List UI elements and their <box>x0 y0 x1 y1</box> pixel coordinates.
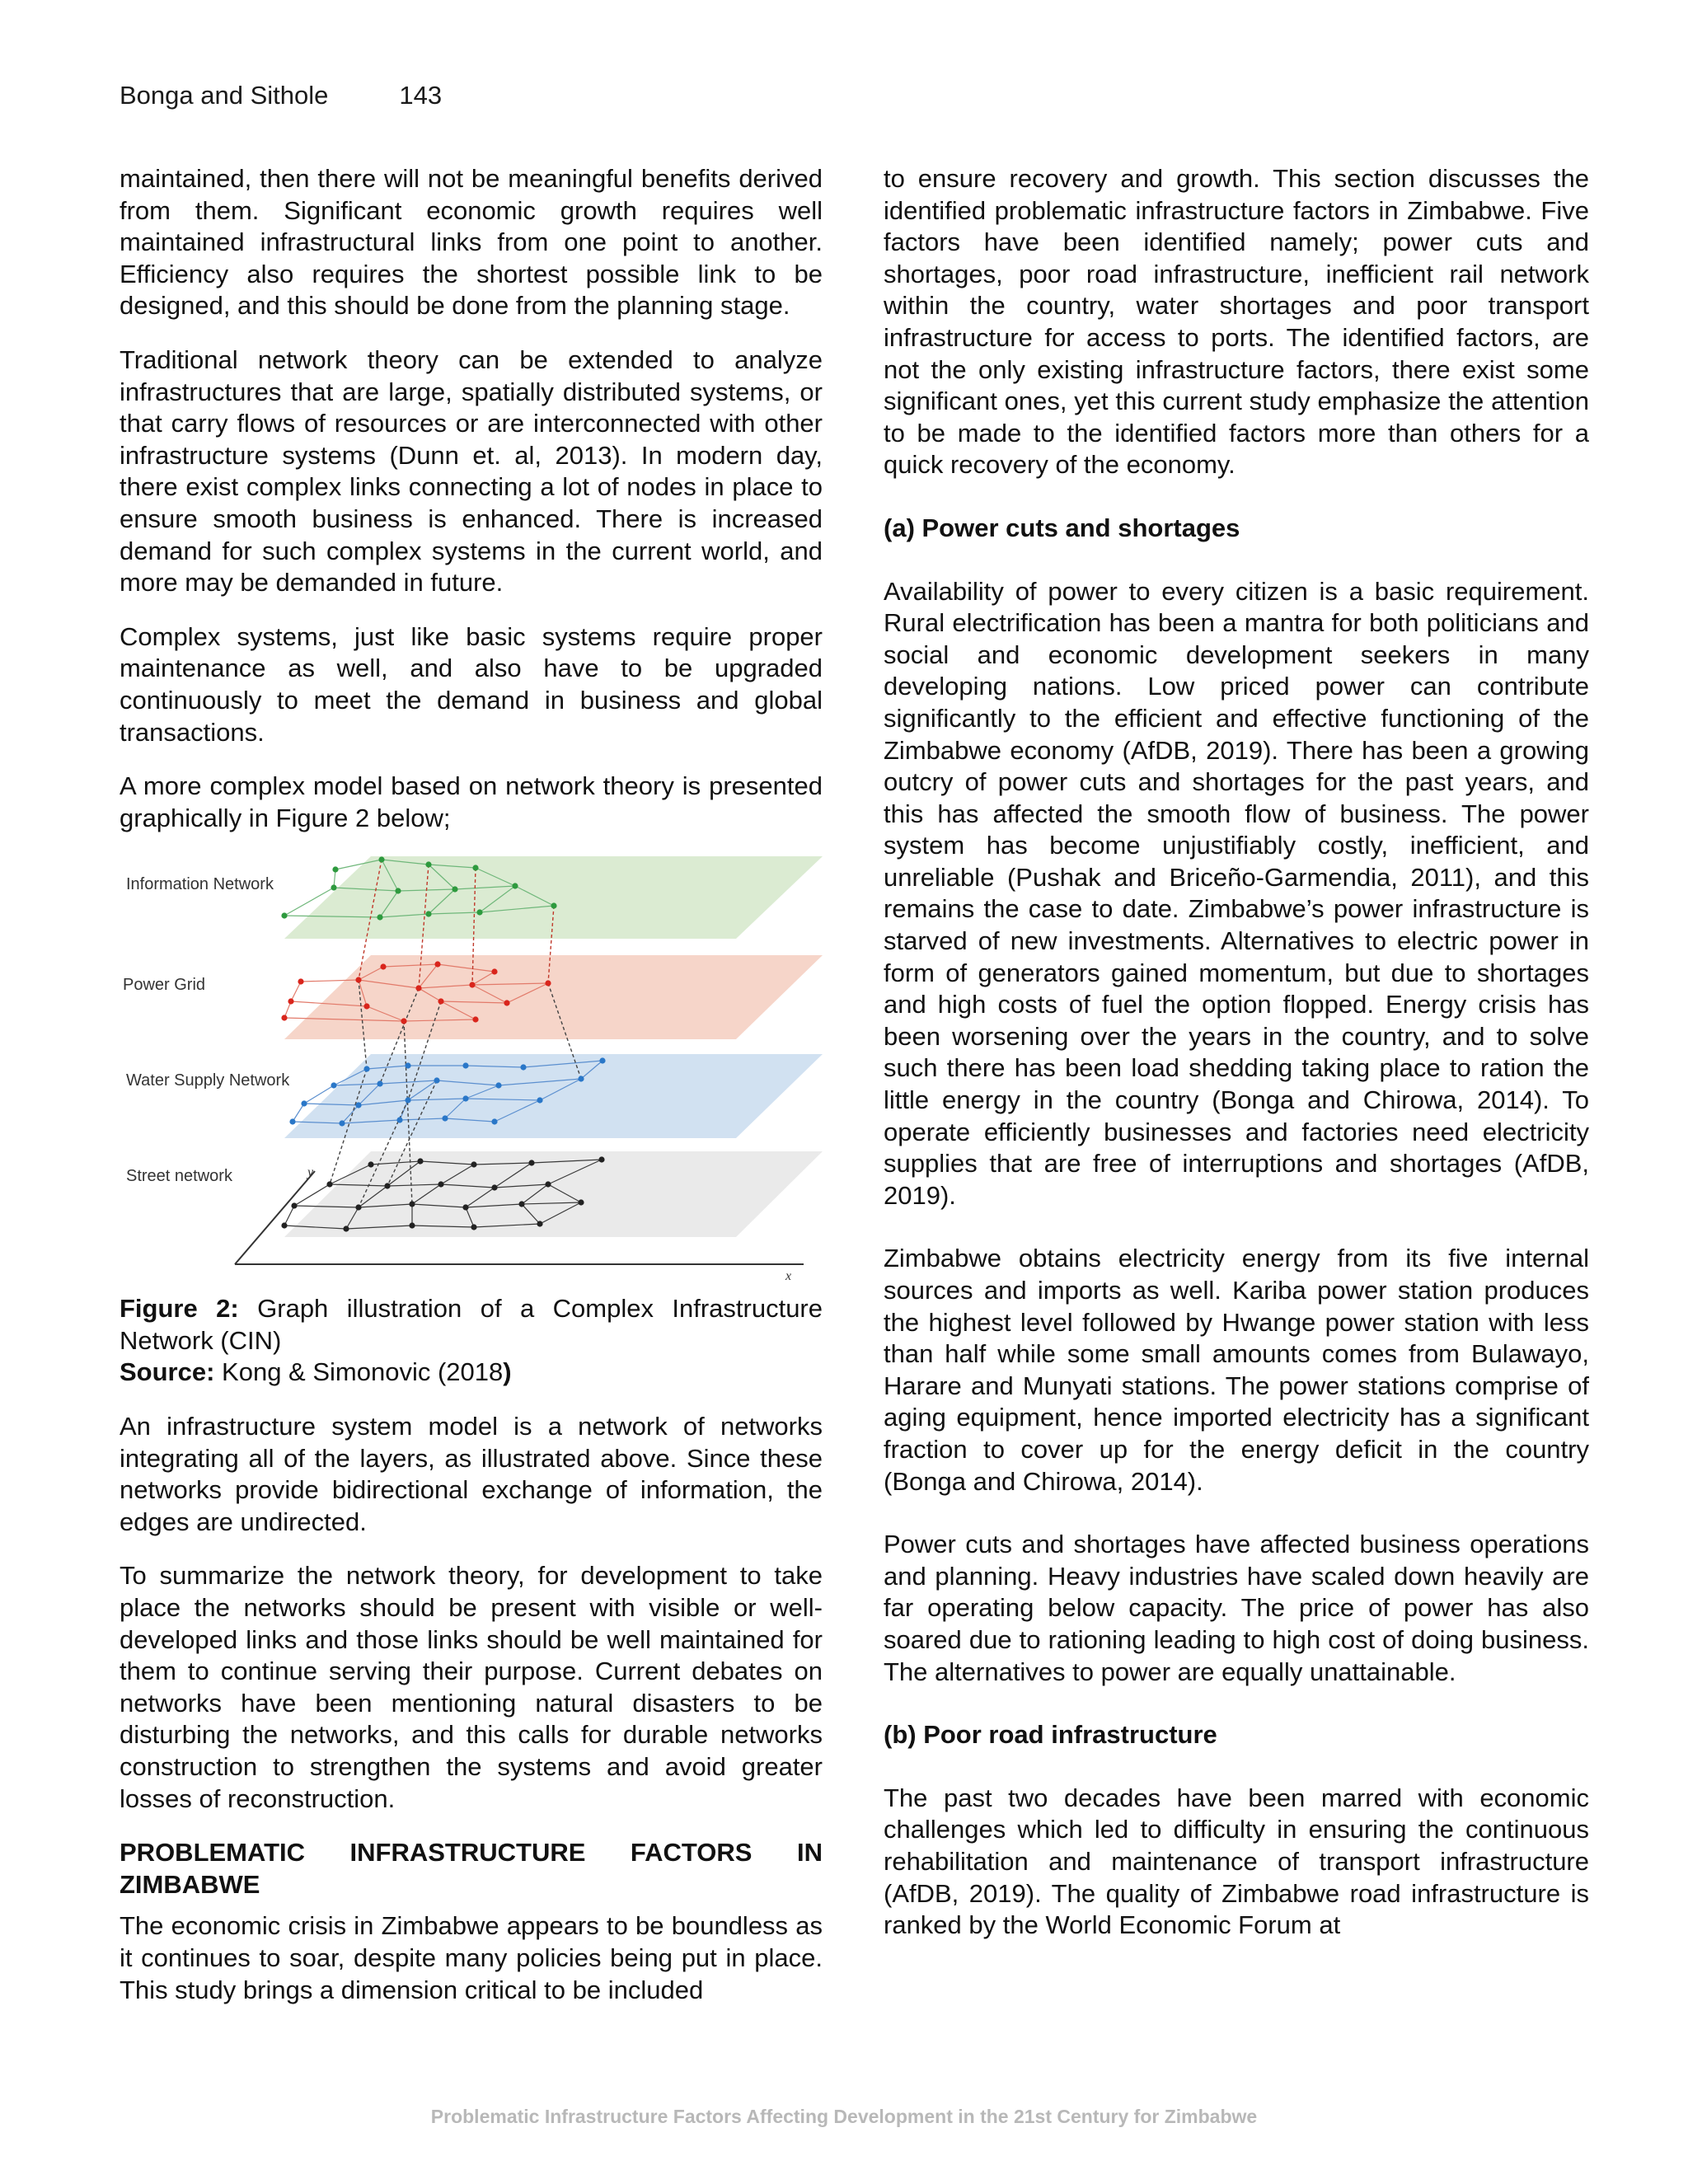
power-node <box>380 964 386 970</box>
right-paragraph-3: Zimbabwe obtains electricity energy from its five internal sources and imports as well. Kariba power station produces the highest level followed by Hwange power station with less than half while some small amounts comes from Bulawayo, Harare and Munyati stations. The power stations comprise of aging equipment, hence imported electricity has a significant fraction to cover up for the energy deficit in the country (Bonga and Chirowa, 2014). <box>884 1244 1589 1496</box>
street-node <box>578 1200 584 1206</box>
header-page-number: 143 <box>399 81 443 110</box>
street-node <box>491 1185 497 1191</box>
water-node <box>495 1083 501 1089</box>
water-node <box>355 1103 361 1108</box>
street-node <box>291 1203 297 1209</box>
label-street-network: Street network <box>126 1167 232 1186</box>
street-node <box>326 1182 332 1188</box>
running-header <box>120 81 442 110</box>
subheading-power-cuts: (a) Power cuts and shortages <box>884 513 1240 542</box>
street-node <box>409 1223 415 1229</box>
power-node <box>504 1001 509 1006</box>
info-node <box>331 885 336 891</box>
info-node <box>377 915 382 921</box>
power-node <box>491 969 497 975</box>
power-layer-plane <box>284 955 823 1039</box>
right-paragraph-1: to ensure recovery and growth. This section discusses the identified problematic infrastructure factors in Zimbabwe. Five factors have been identified namely; power cuts and shortages, poor road infrastructure, inefficient rail network within the country, water shortages and poor transport infrastructure for access to ports. The identified factors, are not the only existing infrastructure factors, there exist some significant ones, yet this current study emphasize the attention to be made to the identified factors more than others for a quick recovery of the economy. <box>884 164 1589 480</box>
street-node <box>368 1162 373 1168</box>
street-edge <box>284 1206 294 1226</box>
water-node <box>396 1118 402 1123</box>
water-node <box>405 1063 410 1069</box>
water-node <box>578 1076 584 1082</box>
street-node <box>355 1205 361 1211</box>
street-node <box>417 1159 423 1165</box>
power-node <box>545 981 551 987</box>
network-figure <box>120 856 823 1283</box>
street-node <box>518 1202 524 1207</box>
street-node <box>343 1226 349 1232</box>
power-node <box>434 962 440 968</box>
info-node <box>395 888 401 894</box>
figure-caption <box>120 1293 823 1357</box>
figure-caption-label: Figure 2: <box>120 1294 239 1324</box>
figure-source-label: Source: <box>120 1357 215 1387</box>
y-axis-line <box>235 1171 315 1264</box>
street-node <box>545 1182 551 1188</box>
left-paragraph-1: maintained, then there will not be meaningful benefits derived from them. Significant economic growth requires well maintained infrastructural links from one point to another. Efficiency also requires the shortest possible link to be designed, and this should be done from the planning stage. <box>120 164 823 321</box>
left-column <box>120 163 823 2028</box>
figure-source-text: Kong & Simonovic (2018 <box>214 1357 504 1387</box>
label-water-supply-network: Water Supply Network <box>126 1071 290 1090</box>
street-node <box>438 1182 443 1188</box>
water-node <box>462 1096 468 1102</box>
street-node <box>471 1225 476 1230</box>
water-node <box>331 1083 336 1089</box>
water-node <box>363 1066 369 1072</box>
y-axis-label: y <box>307 1165 314 1180</box>
street-node <box>537 1221 542 1227</box>
info-node <box>425 912 431 917</box>
water-node <box>599 1058 605 1064</box>
figure-source <box>120 1357 823 1389</box>
info-node <box>425 862 431 868</box>
power-node <box>469 982 475 988</box>
page-footer: Problematic Infrastructure Factors Affecting Development in the 21st Century for Zimbabwe <box>430 2106 1258 2127</box>
water-edge <box>293 1104 304 1122</box>
power-node <box>363 1004 369 1010</box>
power-edge <box>291 982 301 1001</box>
power-node <box>355 977 361 983</box>
water-node <box>301 1101 307 1107</box>
figure-source-close: ) <box>503 1357 512 1387</box>
street-node <box>281 1223 287 1229</box>
street-node <box>528 1160 534 1166</box>
power-node <box>415 986 421 991</box>
street-node <box>598 1157 604 1163</box>
info-node <box>551 903 556 909</box>
right-paragraph-4: Power cuts and shortages have affected business operations and planning. Heavy industries have scaled down heavily are far operating below capacity. The price of power has also soared due to rationing leading to high cost of doing business. The alternatives to power are equally unattainable. <box>884 1530 1589 1686</box>
right-column <box>884 163 1589 1973</box>
water-node <box>434 1078 439 1084</box>
right-paragraph-5: The past two decades have been marred with economic challenges which led to difficulty in ensuring the continuous rehabilitation and maintenance of transport infrastructure (AfDB, 2019). The quality of Zimbabwe road infrastructure is ranked by the World Economic Forum at <box>884 1783 1589 1940</box>
street-node <box>384 1183 390 1189</box>
info-layer-plane <box>284 856 823 939</box>
subheading-poor-road: (b) Poor road infrastructure <box>884 1720 1217 1750</box>
info-node <box>452 887 457 893</box>
info-node <box>281 913 287 919</box>
water-node <box>442 1116 448 1122</box>
water-node <box>289 1119 295 1125</box>
info-node <box>378 857 384 863</box>
left-paragraph-5: An infrastructure system model is a network of networks integrating all of the layers, as illustrated above. Since these networks provide bidirectional exchange of information, the edges are undirected. <box>120 1412 823 1536</box>
left-paragraph-2: Traditional network theory can be extended to analyze infrastructures that are large, spatially distributed systems, or that carry flows of resources or are interconnected with other infrastructure systems (Dunn et. al, 2013). In modern day, there exist complex links connecting a lot of nodes in place to ensure smooth business is enhanced. There is increased demand for such complex systems in the current world, and more may be demanded in future. <box>120 344 823 598</box>
street-node <box>409 1202 415 1207</box>
water-node <box>537 1098 542 1104</box>
power-node <box>288 999 293 1005</box>
water-node <box>462 1063 468 1069</box>
left-paragraph-3: Complex systems, just like basic systems require proper maintenance as well, and also have to be upgraded continuously to meet the demand in business and global transactions. <box>120 621 823 747</box>
label-power-grid: Power Grid <box>123 976 206 995</box>
street-node <box>462 1205 468 1211</box>
power-node <box>472 1017 478 1023</box>
info-node <box>476 910 482 916</box>
left-paragraph-4: A more complex model based on network theory is presented graphically in Figure 2 below; <box>120 771 823 832</box>
power-node <box>438 999 443 1005</box>
water-node <box>405 1098 410 1104</box>
water-node <box>491 1119 497 1125</box>
figure-caption-text: Graph illustration of a Complex Infrastructure Network (CIN) <box>120 1294 823 1355</box>
figure-2 <box>120 856 823 1283</box>
right-paragraph-2: Availability of power to every citizen is a basic requirement. Rural electrification has been a mantra for both politicians and social and economic development seekers in many developing nations. Low priced power can contribute significantly to the efficient and effective functioning of the Zimbabwe economy (AfDB, 2019). There has been a growing outcry of power cuts and shortages for the past years, and this has affected the smooth flow of business. The power system has become unjustifiably costly, inefficient, and unreliable (Pushak and Briceño-Garmendia, 2011), and this remains the case to date. Zimbabwe’s power infrastructure is starved of new investments. Alternatives to electric power in form of generators gained momentum, but due to shortages and high costs of fuel the option flopped. Energy crisis has been worsening over the years in the country, and to solve such there has been load shedding taking place to ration the little energy in the country (Bonga and Chirowa, 2014). To operate efficiently businesses and factories need electricity supplies that are free of interruptions and shortages (AfDB, 2019). <box>884 576 1589 1210</box>
info-node <box>332 867 338 873</box>
power-node <box>298 979 303 985</box>
power-node <box>281 1015 287 1021</box>
street-node <box>471 1162 476 1168</box>
left-paragraph-7: The economic crisis in Zimbabwe appears to be boundless as it continues to soar, despite many policies being put in place. This study brings a dimension critical to be included <box>120 1911 823 2004</box>
label-information-network: Information Network <box>126 875 274 894</box>
header-authors: Bonga and Sithole <box>120 81 329 110</box>
info-node <box>472 865 478 871</box>
power-node <box>401 1019 406 1024</box>
water-node <box>339 1121 345 1127</box>
left-paragraph-6: To summarize the network theory, for development to take place the networks should be present with visible or well-developed links and those links should be well maintained for them to continue serving their purpose. Current debates on networks have been mentioning natural disasters to be disturbing the networks, and this calls for durable networks construction to strengthen the systems and avoid greater losses of reconstruction. <box>120 1561 823 1813</box>
water-node <box>377 1081 382 1087</box>
x-axis-label: x <box>785 1269 792 1284</box>
section-heading: PROBLEMATIC INFRASTRUCTURE FACTORS IN ZIMBABWE <box>120 1838 823 1899</box>
water-node <box>520 1065 526 1071</box>
street-layer-plane <box>284 1151 823 1237</box>
info-node <box>512 883 518 889</box>
